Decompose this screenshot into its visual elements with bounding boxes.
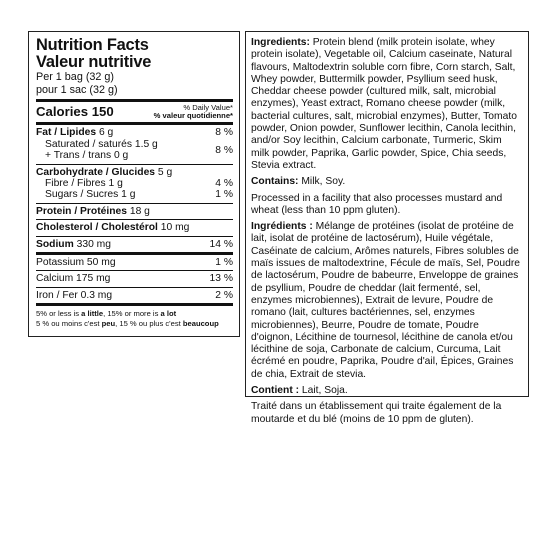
ingredients-en	[251, 37, 522, 172]
protein-amount: 18 g	[129, 205, 150, 217]
contains-en-label: Contains:	[251, 176, 299, 188]
contains-en	[251, 176, 522, 188]
ingredients-panel	[245, 31, 529, 425]
fat-label: Fat / Lipides	[36, 127, 97, 139]
sugars-text: Sugars / Sucres 1 g	[45, 189, 136, 201]
calcium-row	[36, 270, 233, 286]
fibre-text: Fibre / Fibres 1 g	[45, 178, 123, 190]
sugars-percent: 1 %	[215, 189, 233, 201]
sodium-row	[36, 236, 233, 252]
daily-value-header-fr: % valeur quotidienne*	[153, 111, 233, 120]
facility-statement-en: Processed in a facility that also processes mustard and wheat (less than 10 ppm gluten).	[251, 192, 503, 216]
sodium-percent: 14 %	[209, 238, 233, 250]
cholesterol-amount: 10 mg	[160, 222, 190, 234]
contains-fr-label: Contient :	[251, 385, 300, 397]
carbohydrate-section	[36, 164, 233, 203]
footnote-en-bold-1: a little	[81, 309, 104, 319]
sodium-label: Sodium	[36, 238, 74, 250]
iron-text: Iron / Fer 0.3 mg	[36, 289, 113, 301]
protein-row	[36, 203, 233, 219]
sugars-row	[36, 189, 233, 200]
fibre-percent: 4 %	[215, 178, 233, 190]
protein-label: Protein / Protéines	[36, 205, 127, 217]
saturated-text: Saturated / saturés 1.5 g	[45, 138, 158, 150]
calories-label: Calories 150	[36, 104, 114, 120]
cholesterol-label: Cholesterol / Cholestérol	[36, 222, 158, 234]
contains-fr-text: Lait, Soja.	[299, 385, 348, 397]
daily-value-footnote	[36, 303, 233, 328]
footnote-fr-part-1: 5 % ou moins c'est	[36, 318, 102, 328]
potassium-percent: 1 %	[215, 257, 233, 269]
potassium-row	[36, 252, 233, 270]
ingredients-fr-text: Mélange de protéines (isolat de protéine de lait, isolat de protéine de lactosérum), Huile végétale, Caséinate de calcium, Arômes naturels, Fibres solubles de maïs issues de maltodextrine, Fécule de maïs, Sel, Poudre de lactosérum, Poudre de babeurre, Enveloppe de graines de psyllium, Poudre de cheddar (lait fermenté, sel, enzymes microbiennes), Extrait de levure, Poudre de romano (lait, cultures bactériennes, sel, enzymes microbiennes), Beurre, Poudre de tomate, Poudre d'oignon, Lécithine de tournesol, lécithine de canola et/ou lécithine de soja, Carbonate de calcium, Curcuma, Lait écrémé en poudre, Paprika, Poudre d'ail, Épices, Graines de chia, Extrait de stevia.	[251, 221, 520, 380]
saturated-trans-row	[36, 139, 233, 162]
carbohydrate-amount: 5 g	[157, 166, 173, 178]
nutrition-title-en: Nutrition Facts	[36, 36, 149, 54]
saturated-trans-percent: 8 %	[215, 144, 233, 156]
daily-value-header	[154, 104, 233, 121]
carbohydrate-label: Carbohydrate / Glucides	[36, 166, 156, 178]
iron-row	[36, 287, 233, 303]
footnote-en-part-2: , 15% or more is	[103, 309, 161, 319]
potassium-text: Potassium 50 mg	[36, 257, 116, 269]
iron-percent: 2 %	[215, 289, 233, 301]
fat-amount: 6 g	[98, 127, 114, 139]
carbohydrate-row	[36, 167, 233, 178]
calcium-percent: 13 %	[209, 273, 233, 285]
fat-section	[36, 122, 233, 163]
trans-text: + Trans / trans 0 g	[45, 150, 129, 162]
calcium-text: Calcium 175 mg	[36, 273, 111, 285]
cholesterol-row	[36, 219, 233, 235]
footnote-fr-bold-2: beaucoup	[182, 318, 219, 328]
serving-size-en: Per 1 bag (32 g)	[36, 71, 115, 83]
fat-row	[36, 127, 233, 138]
footnote-en	[36, 309, 233, 318]
footnote-fr-bold-1: peu	[101, 318, 116, 328]
daily-value-header-en: % Daily Value*	[183, 102, 233, 112]
footnote-fr	[36, 319, 233, 328]
ingredients-en-text: Protein blend (milk protein isolate, whey protein isolate), Vegetable oil, Calcium caseinate, Natural flavours, Maltodextrin soluble corn fibre, Corn starch, Salt, Whey powder, Buttermilk powder, Psyllium seed husk, Cheddar cheese powder (cultured milk, salt, microbial enzymes), Yeast extract, Romano cheese powder (milk, bacterial cultures, salt, microbial enzymes), Butter, Tomato powder, Onion powder, Sunflower lecithin, Canola lecithin, and/or Soy lecithin, Calcium carbonate, Turmeric, Skim milk powder, Paprika, Garlic powder, Spice, Chia seeds, Stevia extract.	[251, 37, 517, 171]
footnote-fr-part-2: , 15 % ou plus c'est	[115, 318, 183, 328]
nutrition-title-fr: Valeur nutritive	[36, 53, 152, 71]
facility-statement-fr: Traité dans un établissement qui traite également de la moutarde et du blé (moins de 10 ppm de gluten).	[251, 401, 502, 425]
contains-en-text: Milk, Soy.	[298, 176, 346, 188]
footnote-en-bold-2: a lot	[160, 309, 177, 319]
contains-fr	[251, 385, 522, 397]
ingredients-en-label: Ingredients:	[251, 37, 310, 48]
footnote-en-part-1: 5% or less is	[36, 309, 82, 319]
ingredients-fr	[251, 221, 522, 381]
sodium-amount: 330 mg	[76, 238, 111, 250]
calories-row	[36, 99, 233, 123]
ingredients-fr-label: Ingrédients :	[251, 221, 313, 233]
serving-size-fr: pour 1 sac (32 g)	[36, 83, 118, 96]
fibre-row	[36, 178, 233, 189]
fat-percent: 8 %	[215, 127, 233, 139]
nutrition-facts-panel	[28, 31, 240, 337]
